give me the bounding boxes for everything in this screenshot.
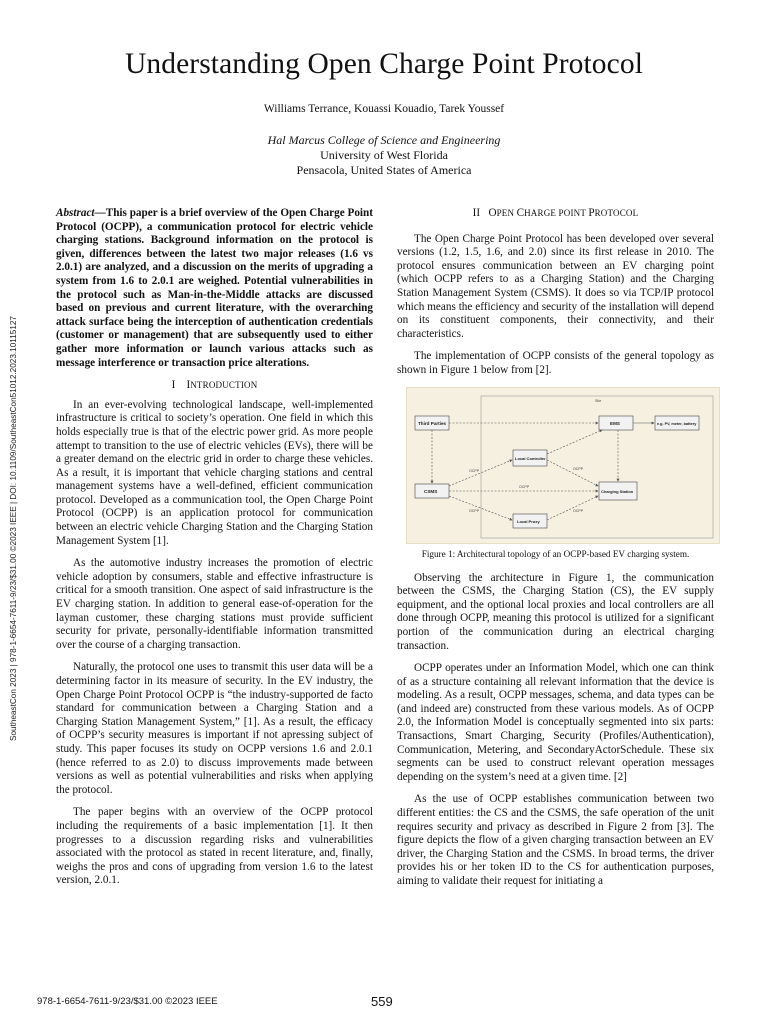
section-numeral: I: [171, 379, 176, 392]
label-pv: e.g. PV, meter, battery: [657, 421, 697, 426]
ocpp-paragraph-2: The implementation of OCPP consists of the general topology as shown in Figure 1 below from [2].: [397, 350, 714, 376]
edge-label-lc-cs: OCPP: [573, 466, 584, 471]
edge-label-csms-cs: OCPP: [519, 484, 530, 489]
heading-cap-1: O: [488, 207, 497, 219]
label-local-proxy: Local Proxy: [517, 518, 540, 524]
intro-paragraph-1: In an ever-evolving technological landscape, well-implemented infrastructure is critical to society’s operation. One field in which this holds especially true is that of the electric power grid. As more people attempt to transition to the use of electric vehicles (EVs), there will be a greater demand on the electric grid in order to charge these vehicles. As a result, it is important that vehicle charging stations and central management systems have a well-defined, efficient communication protocol. Developed as a communication tool, the Open Charge Point Protocol (OCPP) is an application protocol for communication between an electric vehicle Charging Station and the Charging Station Management System [1].: [56, 398, 373, 547]
abstract: [56, 207, 373, 370]
edge-label-proxy-cs: OCPP: [573, 508, 584, 513]
label-local-controller: Local Controller: [515, 455, 546, 461]
paper-title: Understanding Open Charge Point Protocol: [124, 48, 643, 80]
heading-rest-2: HARGE POINT: [524, 208, 589, 218]
heading-cap: I: [186, 379, 191, 392]
edge-label-csms-lc: OCPP: [469, 468, 480, 473]
ocpp-paragraph-1: The Open Charge Point Protocol has been developed over several versions (1.2, 1.5, 1.6, and 2.0) since its first release in 2010. The protocol ensures communication between an EV charging point (which OCPP refers to as a Charging Station) and the Charging Station Management System (CSMS). It does so via TCP/IP protocol which means the efficiency and security of the installation will depend on its constituent components, their connectivity, and their characteristics.: [397, 232, 714, 340]
ocpp-paragraph-3: Observing the architecture in Figure 1, the communication between the CSMS, the Charging Station (CS), the EV supply equipment, and the optional local proxies and local controllers are all done through OCPP, meaning this protocol is utilized for a significant portion of the communication during an electrical charging transaction.: [397, 571, 714, 652]
edge-csms-lc: [449, 460, 512, 486]
university: University of West Florida: [320, 148, 448, 162]
left-column: [56, 207, 373, 897]
label-ems: EMS: [610, 420, 620, 426]
edge-label-csms-proxy: OCPP: [469, 508, 480, 513]
site-label: Site: [595, 398, 602, 403]
affiliation: [0, 133, 768, 178]
ocpp-paragraph-4: OCPP operates under an Information Model, which one can think of as a structure containing all relevant information that the device is modeling. As a result, OCPP messages, schema, and data types can be (and indeed are) constructed from these various models. As of OCPP 2.0, the Information Model is conceptually segmented into six parts: Transactions, Smart Charging, Security (Profiles/Authentication), Communication, Metering, and SecondaryActorSchedule. These six segments can be used to construct relevant operation messages depending on the system’s need at a given time. [2]: [397, 662, 714, 783]
figure-1-diagram: [406, 387, 720, 544]
paper-authors: Williams Terrance, Kouassi Kouadio, Tarek Youssef: [263, 103, 505, 115]
intro-paragraph-2: As the automotive industry increases the promotion of electric vehicle adoption by consumers, stable and effective infrastructure is critical for a smooth transition. One aspect of said infrastructure is the EV charging station. In addition to general ease-of-operation for the layman customer, these charging stations must provide sufficient security for private, personally-identifiable information transmitted over the course of a charging transaction.: [56, 557, 373, 651]
edge-lc-cs: [547, 460, 598, 486]
label-third-parties: Third Parties: [418, 420, 447, 426]
right-column: [397, 207, 714, 898]
intro-paragraph-3: Naturally, the protocol one uses to transmit this user data will be a determining factor in its measure of security. In the EV industry, the Open Charge Point Protocol OCPP is “the industry-supported de facto standard for communication between a Charging Station and a Charging Station Management System,” [1]. As a result, the efficacy of OCPP’s security measures is important if not apressing subject of study. This paper focuses its study on OCPP versions 1.6 and 2.0.1 (hence referred to as 2.0) to discuss improvements made between versions as well as potential vulnerabilities and risks when applying the protocol.: [56, 661, 373, 796]
location: Pensacola, United States of America: [296, 163, 472, 177]
label-charging-station: Charging Station: [601, 488, 634, 494]
heading-rest-3: ROTOCOL: [594, 208, 639, 218]
heading-cap-2: C: [516, 207, 525, 219]
section-heading-ocpp: [397, 207, 714, 221]
heading-rest-1: PEN: [496, 208, 517, 218]
page-number: 559: [371, 994, 393, 1009]
institution: Hal Marcus College of Science and Engineering: [267, 133, 501, 147]
heading-rest: NTRODUCTION: [190, 380, 258, 391]
edge-lc-ems: [547, 430, 602, 454]
edge-proxy-cs: [547, 496, 598, 520]
edge-csms-proxy: [449, 496, 512, 520]
figure-1-caption: Figure 1: Architectural topology of an OCPP-based EV charging system.: [421, 548, 690, 559]
intro-paragraph-4: The paper begins with an overview of the OCPP protocol including the requirements of a basic implementation [1]. It then progresses to a discussion regarding risks and vulnerabilities associated with the protocol as stated in recent literature, and, finally, weighs the pros and cons of upgrading from version 1.6 to the latest version, 2.0.1.: [56, 806, 373, 887]
footer-copyright: 978-1-6654-7611-9/23/$31.00 ©2023 IEEE: [37, 996, 218, 1007]
section-numeral: II: [472, 207, 481, 219]
abstract-body: —This paper is a brief overview of the Open Charge Point Protocol (OCPP), a communication protocol for electric vehicle charging stations. Background information on the protocol is given, differences between the latest two major releases (1.6 vs 2.0.1) are analyzed, and a discussion on the merits of upgrading a system from 1.6 to 2.0.1 are weighed. Potential vulnerabilities in the protocol such as Man-in-the-Middle attacks are discussed based on previous and current literature, with the overarching attack surface being the interception of authentication credentials (customer or management) that are subsequently used to either gather more information or launch various attacks such as message interference or transaction price alterations.: [56, 207, 373, 369]
abstract-lead: Abstract: [56, 207, 95, 219]
topology-svg: [407, 388, 719, 543]
doi-sidebar: SoutheastCon 2023 | 978-1-6654-7611-9/23/$31.00 ©2023 IEEE | DOI: 10.1109/SoutheastCon51012.2023.10115127: [9, 316, 18, 741]
heading-cap-3: P: [588, 207, 595, 219]
label-csms: CSMS: [424, 488, 438, 494]
ocpp-paragraph-5: As the use of OCPP establishes communication between two different entities: the CS and the CSMS, the safe operation of the unit requires security and privacy as described in Figure 2 from [3]. The figure depicts the flow of a given charging transaction between an EV driver, the Charging Station and the CSMS. In broad terms, the driver provides his or her token ID to the CS for authentication purposes, aiming to validate their request for initiating a: [397, 793, 714, 887]
section-heading-introduction: [56, 379, 373, 393]
